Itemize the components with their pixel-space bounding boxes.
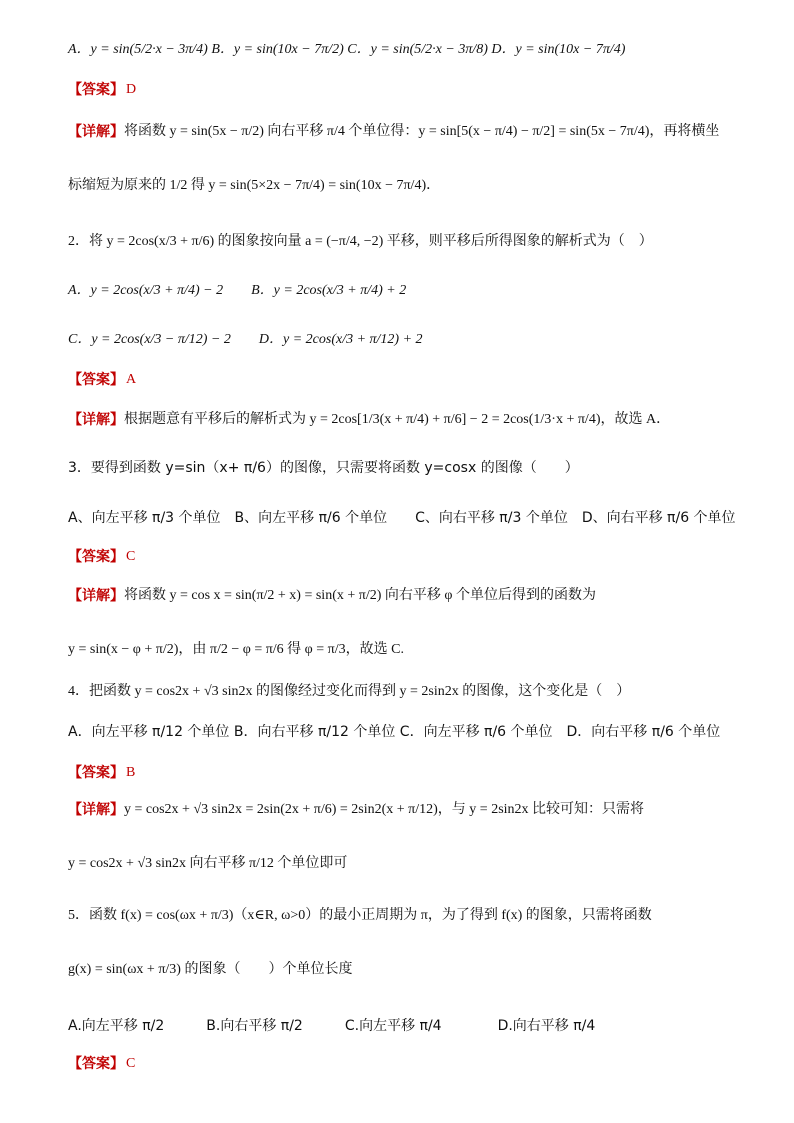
q4-options: A．向左平移 π/12 个单位 B．向右平移 π/12 个单位 C．向左平移 π/6 个单位 D．向右平移 π/6 个单位: [68, 724, 721, 740]
answer-tag: 【答案】: [68, 549, 124, 565]
q3-answer: [68, 547, 732, 567]
q3-stem: 3．要得到函数 y=sin（x+ π/6）的图像，只需要将函数 y=cosx 的图像（ ）: [68, 460, 579, 476]
q1-detail-line-2: 标缩短为原来的 1/2 得 y = sin(5×2x − 7π/4) = sin(10x − 7π/4)．: [68, 178, 441, 193]
answer-value: A: [126, 372, 137, 387]
q2-detail-text-1: 根据题意有平移后的解析式为 y = 2cos[1/3(x + π/4) + π/6] − 2 = 2cos(1/3·x + π/4)，故选 A．: [124, 412, 671, 427]
q1-answer: [68, 80, 732, 100]
q5-stem-2: g(x) = sin(ωx + π/3) 的图象（ ）个单位长度: [68, 962, 353, 977]
detail-tag: 【详解】: [68, 802, 124, 818]
detail-tag: 【详解】: [68, 124, 124, 140]
answer-tag: 【答案】: [68, 372, 124, 388]
q4-detail-text-1: y = cos2x + √3 sin2x = 2sin(2x + π/6) = 2sin2(x + π/12)，与 y = 2sin2x 比较可知：只需将: [124, 802, 645, 817]
q3-options: A、向左平移 π/3 个单位 B、向左平移 π/6 个单位 C、向右平移 π/3 个单位 D、向右平移 π/6 个单位: [68, 510, 736, 526]
q2-answer: [68, 370, 732, 390]
q3-detail-text-1: 将函数 y = cos x = sin(π/2 + x) = sin(x + π/2) 向右平移 φ 个单位后得到的函数为: [124, 588, 596, 603]
detail-tag: 【详解】: [68, 412, 124, 428]
answer-value: B: [126, 765, 136, 780]
q3-detail-line-1: [68, 586, 732, 606]
q5-answer: [68, 1054, 732, 1074]
answer-value: C: [126, 1056, 136, 1071]
answer-value: C: [126, 549, 136, 564]
q5-stem-1: 5．函数 f(x) = cos(ωx + π/3)（x∈R, ω>0）的最小正周期为 π，为了得到 f(x) 的图象，只需将函数: [68, 908, 652, 923]
q1-detail-text-1: 将函数 y = sin(5x − π/2) 向右平移 π/4 个单位得：y = sin[5(x − π/4) − π/2] = sin(5x − 7π/4)，再将横坐: [124, 124, 720, 139]
q5-options: A.向左平移 π/2 B.向右平移 π/2 C.向左平移 π/4 D.向右平移 π/4: [68, 1018, 596, 1034]
q1-options: A．y = sin(5/2·x − 3π/4) B．y = sin(10x − 7π/2) C．y = sin(5/2·x − 3π/8) D．y = sin(10x − 7π/4): [68, 42, 626, 57]
q3-detail-line-2: y = sin(x − φ + π/2)，由 π/2 − φ = π/6 得 φ = π/3，故选 C.: [68, 642, 404, 657]
answer-tag: 【答案】: [68, 82, 124, 98]
q2-detail-line-1: [68, 410, 732, 430]
answer-value: D: [126, 82, 137, 97]
q4-answer: [68, 763, 732, 783]
q4-detail-line-1: [68, 800, 732, 820]
q1-detail-line-1: [68, 122, 732, 142]
q4-detail-line-2: y = cos2x + √3 sin2x 向右平移 π/12 个单位即可: [68, 856, 348, 871]
q2-options-1: A．y = 2cos(x/3 + π/4) − 2 B．y = 2cos(x/3 + π/4) + 2: [68, 283, 407, 298]
detail-tag: 【详解】: [68, 588, 124, 604]
q2-options-2: C．y = 2cos(x/3 − π/12) − 2 D．y = 2cos(x/3 + π/12) + 2: [68, 332, 423, 347]
q4-stem: 4．把函数 y = cos2x + √3 sin2x 的图像经过变化而得到 y = 2sin2x 的图像，这个变化是（ ）: [68, 684, 631, 699]
answer-tag: 【答案】: [68, 765, 124, 781]
q2-stem: 2．将 y = 2cos(x/3 + π/6) 的图象按向量 a = (−π/4, −2) 平移，则平移后所得图象的解析式为（ ）: [68, 234, 653, 249]
answer-tag: 【答案】: [68, 1056, 124, 1072]
